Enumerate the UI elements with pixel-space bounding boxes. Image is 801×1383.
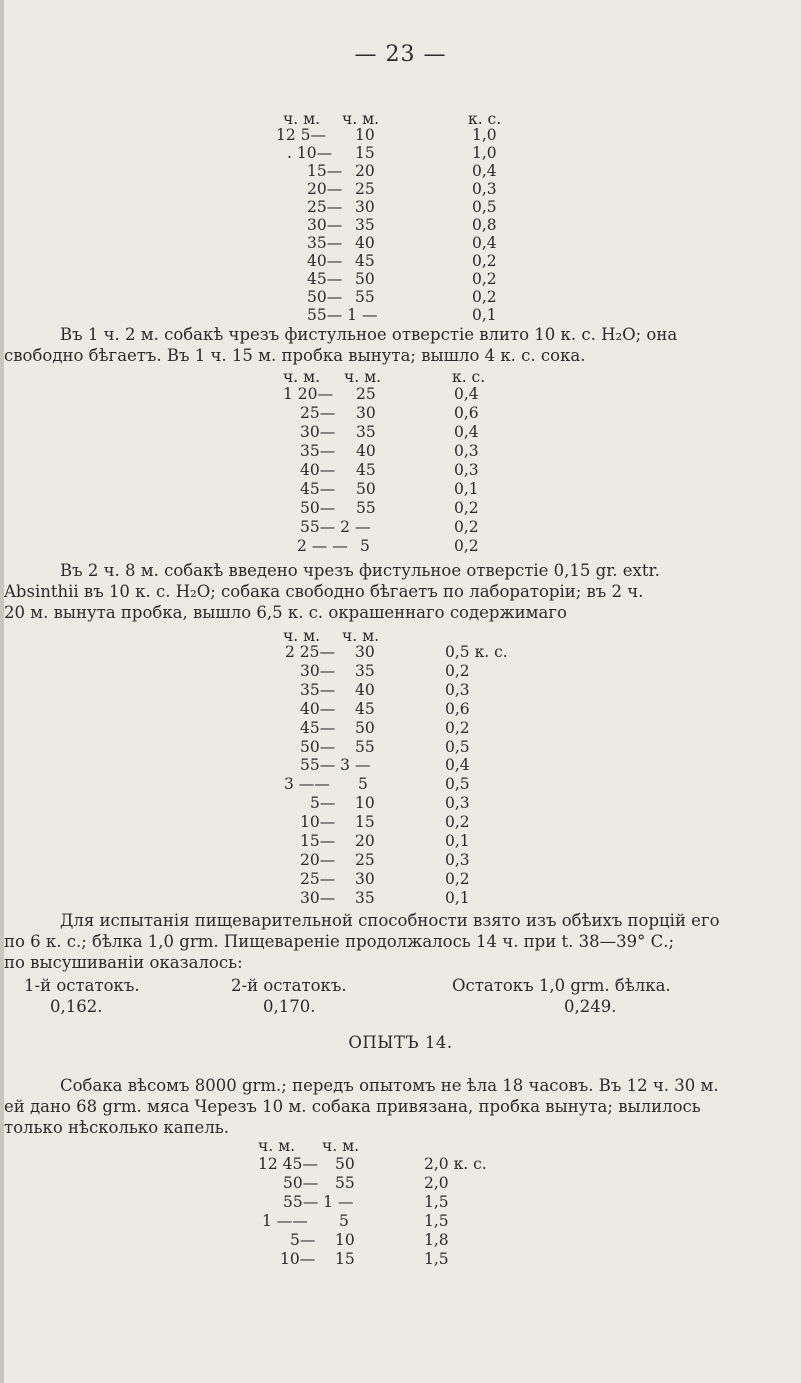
cell-value: 1,5 [424,1193,449,1211]
table-row [0,1175,801,1191]
cell-end: 55 [355,738,375,756]
cell-end: 50 [355,719,375,737]
cell-end: 5 [358,775,368,793]
cell-value: 1,0 [472,144,497,162]
header-cell: ч. м. [344,368,382,386]
cell-end: 10 [335,1231,355,1249]
cell-start: 20— [307,180,343,198]
cell-start: 35— [300,681,336,699]
cell-start: 25— [307,198,343,216]
header-cell: к. с. [468,110,502,128]
cell-end: 45 [355,252,375,270]
cell-start: 5— [290,1231,316,1249]
cell-value: 0,4 [472,234,497,252]
paragraph-4 [4,1075,795,1138]
result-label: Остатокъ 1,0 grm. бѣлка. [452,976,671,995]
cell-start: 55— 1 — [283,1193,354,1211]
header-cell: к. с. [452,368,486,386]
cell-start: 12 5— [276,126,327,144]
cell-value: 0,4 [472,162,497,180]
cell-value: 1,8 [424,1231,449,1249]
cell-value: 0,1 [454,480,479,498]
text-line: ей дано 68 grm. мяса Черезъ 10 м. собака привязана, пробка вынута; вылилось [4,1097,701,1116]
table-row [0,1194,801,1210]
cell-start: 40— [307,252,343,270]
table-row [0,217,801,233]
table-header [0,1138,801,1154]
cell-start: 50— [300,738,336,756]
table-row [0,307,801,323]
paragraph-2 [4,560,795,623]
cell-start: . 10— [287,144,333,162]
table-row [0,1251,801,1267]
table-row [0,271,801,287]
cell-value: 0,2 [472,288,497,306]
cell-value: 0,2 [454,518,479,536]
cell-start: 30— [300,423,336,441]
cell-value: 0,3 [445,851,470,869]
table-row [0,890,801,906]
cell-start: 15— [300,832,336,850]
table-row [0,833,801,849]
table-row [0,852,801,868]
text-line: по 6 к. с.; бѣлка 1,0 grm. Пищевареніе продолжалось 14 ч. при t. 38—39° С.; [4,932,675,951]
cell-end: 30 [355,870,375,888]
cell-value: 0,4 [454,385,479,403]
cell-start: 20— [300,851,336,869]
header-cell: ч. м. [322,1137,360,1155]
cell-start: 45— [307,270,343,288]
text-line: Для испытанія пищеварительной способности взято изъ обѣихъ порцій его [60,911,720,930]
table-row [0,145,801,161]
cell-start: 35— [300,442,336,460]
table-row [0,814,801,830]
table-row [0,253,801,269]
cell-end: 30 [356,404,376,422]
table-row [0,644,801,660]
cell-end: 25 [355,851,375,869]
cell-end: 15 [335,1250,355,1268]
cell-start: 35— [307,234,343,252]
cell-value: 0,2 [445,662,470,680]
cell-end: 35 [356,423,376,441]
text-line: Въ 1 ч. 2 м. собакѣ чрезъ фистульное отверстіе влито 10 к. с. H₂O; она [60,325,678,344]
cell-end: 15 [355,813,375,831]
cell-end: 10 [355,126,375,144]
cell-value: 0,5 [445,775,470,793]
text-line: Въ 2 ч. 8 м. собакѣ введено чрезъ фистульное отверстіе 0,15 gr. extr. [60,561,660,580]
cell-start: 25— [300,404,336,422]
table-header [0,628,801,644]
table-row [0,235,801,251]
cell-value: 0,2 [445,870,470,888]
cell-start: 55— 3 — [300,756,371,774]
cell-value: 0,2 [472,270,497,288]
header-cell: ч. м. [342,110,380,128]
cell-value: 0,6 [454,404,479,422]
result-value: 0,162. [50,997,103,1016]
paragraph-3 [4,910,795,973]
table-row [0,757,801,773]
table-row [0,443,801,459]
cell-value: 0,3 [445,681,470,699]
header-cell: ч. м. [258,1137,296,1155]
table-row [0,127,801,143]
cell-start: 5— [310,794,336,812]
cell-end: 40 [355,234,375,252]
cell-end: 10 [355,794,375,812]
cell-value: 0,4 [454,423,479,441]
table-row [0,424,801,440]
cell-start: 40— [300,461,336,479]
cell-end: 45 [356,461,376,479]
cell-value: 0,2 [454,537,479,555]
cell-value: 1,5 [424,1250,449,1268]
cell-start: 1 20— [283,385,334,403]
table-row [0,289,801,305]
cell-start: 10— [300,813,336,831]
cell-end: 35 [355,889,375,907]
table-row [0,199,801,215]
cell-value: 1,5 [424,1212,449,1230]
cell-end: 5 [339,1212,349,1230]
cell-end: 5 [360,537,370,555]
text-line: по высушиваніи оказалось: [4,953,243,972]
table-row [0,519,801,535]
cell-start: 15— [307,162,343,180]
cell-start: 2 25— [285,643,336,661]
cell-start: 2 — — [297,537,348,555]
result-label: 1-й остатокъ. [24,976,140,995]
cell-value: 2,0 [424,1174,449,1192]
text-line: Собака вѣсомъ 8000 grm.; передъ опытомъ не ѣла 18 часовъ. Въ 12 ч. 30 м. [60,1076,719,1095]
cell-value: 0,3 [454,461,479,479]
cell-start: 50— [300,499,336,517]
cell-end: 55 [355,288,375,306]
cell-value: 1,0 [472,126,497,144]
text-line: свободно бѣгаетъ. Въ 1 ч. 15 м. пробка вынута; вышло 4 к. с. сока. [4,346,586,365]
cell-value: 0,2 [445,813,470,831]
cell-end: 50 [335,1155,355,1173]
cell-start: 3 —— [284,775,330,793]
cell-end: 30 [355,198,375,216]
cell-value: 0,5 к. с. [445,643,508,661]
cell-value: 0,3 [472,180,497,198]
cell-end: 55 [356,499,376,517]
cell-value: 0,2 [472,252,497,270]
cell-start: 30— [300,662,336,680]
cell-end: 35 [355,662,375,680]
cell-value: 0,2 [454,499,479,517]
cell-start: 50— [307,288,343,306]
cell-value: 2,0 к. с. [424,1155,487,1173]
cell-end: 55 [335,1174,355,1192]
header-cell: ч. м. [283,627,321,645]
text-line: только нѣсколько капель. [4,1118,230,1137]
cell-start: 25— [300,870,336,888]
cell-value: 0,2 [445,719,470,737]
cell-value: 0,3 [445,794,470,812]
table-row [0,682,801,698]
cell-end: 45 [355,700,375,718]
cell-value: 0,5 [472,198,497,216]
table-header [0,369,801,385]
cell-start: 55— 1 — [307,306,378,324]
page-number: — 23 — [354,42,447,67]
cell-start: 50— [283,1174,319,1192]
cell-start: 1 —— [262,1212,308,1230]
table-row [0,481,801,497]
cell-value: 0,4 [445,756,470,774]
result-label: 2-й остатокъ. [231,976,347,995]
cell-value: 0,8 [472,216,497,234]
cell-end: 40 [356,442,376,460]
cell-end: 25 [356,385,376,403]
cell-end: 25 [355,180,375,198]
cell-end: 50 [355,270,375,288]
cell-start: 45— [300,719,336,737]
cell-start: 12 45— [258,1155,318,1173]
table-row [0,500,801,516]
cell-value: 0,5 [445,738,470,756]
table-row [0,462,801,478]
table-row [0,871,801,887]
cell-value: 0,1 [445,832,470,850]
table-row [0,386,801,402]
cell-value: 0,6 [445,700,470,718]
table-row [0,163,801,179]
cell-start: 10— [280,1250,316,1268]
cell-value: 0,3 [454,442,479,460]
table-row [0,663,801,679]
cell-start: 30— [307,216,343,234]
cell-end: 40 [355,681,375,699]
table-header [0,111,801,127]
table-row [0,720,801,736]
table-row [0,405,801,421]
cell-end: 15 [355,144,375,162]
section-heading: ОПЫТЪ 14. [348,1033,453,1052]
header-cell: ч. м. [283,368,321,386]
table-row [0,776,801,792]
result-value: 0,249. [564,997,617,1016]
cell-end: 30 [355,643,375,661]
paragraph-1 [4,324,795,366]
cell-start: 30— [300,889,336,907]
cell-end: 20 [355,832,375,850]
cell-end: 50 [356,480,376,498]
cell-end: 35 [355,216,375,234]
text-line: Absinthii въ 10 к. с. H₂O; собака свободно бѣгаетъ по лабораторіи; въ 2 ч. [4,582,644,601]
cell-end: 20 [355,162,375,180]
cell-value: 0,1 [445,889,470,907]
table-row [0,701,801,717]
table-row [0,538,801,554]
cell-start: 45— [300,480,336,498]
header-cell: ч. м. [283,110,321,128]
cell-start: 40— [300,700,336,718]
cell-value: 0,1 [472,306,497,324]
result-value: 0,170. [263,997,316,1016]
cell-start: 55— 2 — [300,518,371,536]
table-row [0,1213,801,1229]
table-row [0,181,801,197]
table-row [0,739,801,755]
table-row [0,1156,801,1172]
header-cell: ч. м. [342,627,380,645]
table-row [0,1232,801,1248]
table-row [0,795,801,811]
text-line: 20 м. вынута пробка, вышло 6,5 к. с. окрашеннаго содержимаго [4,603,567,622]
